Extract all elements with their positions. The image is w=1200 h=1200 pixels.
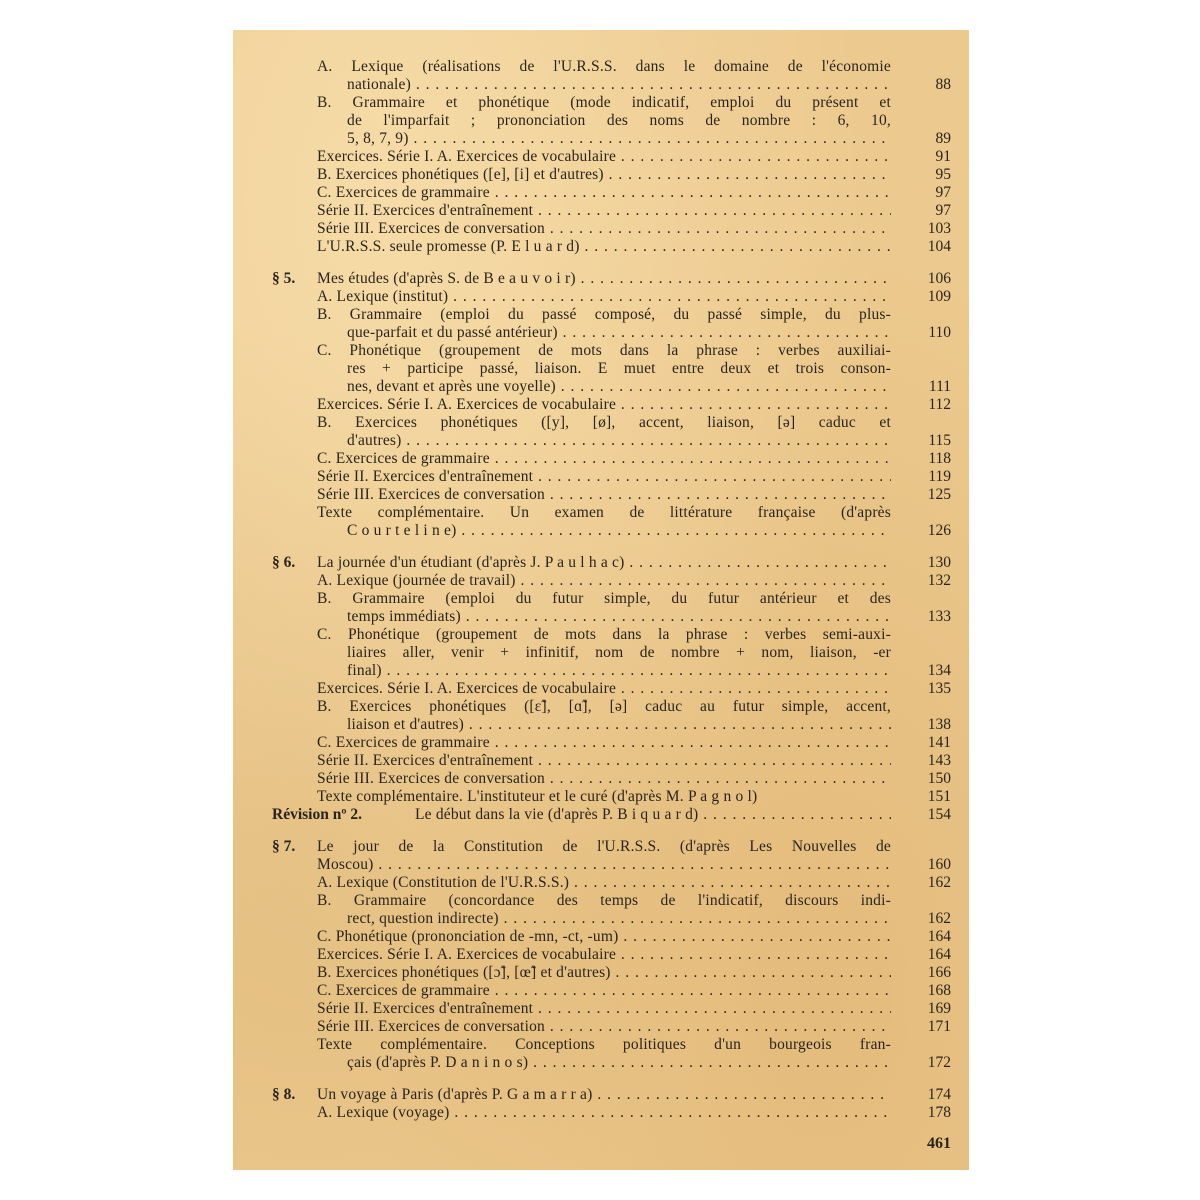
toc-entry [233, 94, 969, 112]
entry-text: A. Lexique (journée de travail) . . . [317, 572, 891, 590]
toc-entry [233, 928, 969, 946]
page-ref: 154 [927, 806, 951, 823]
page-ref: 88 [935, 76, 951, 93]
page-ref: 172 [927, 1054, 951, 1071]
section-number: Révision nº 2. [272, 806, 362, 823]
toc-entry [233, 1036, 969, 1054]
toc-entry [233, 554, 969, 572]
page-ref: 109 [927, 288, 951, 305]
entry-text: 5, 8, 7, 9) . . . [347, 130, 891, 148]
entry-text: Série II. Exercices d'entraînement . . . [317, 1000, 891, 1018]
page-ref: 171 [927, 1018, 951, 1035]
entry-text: B. Exercices phonétiques ([e], [i] et d'autres) . . . [317, 166, 891, 184]
page-ref: 141 [927, 734, 951, 751]
toc-entry [233, 572, 969, 590]
toc-entry [233, 306, 969, 324]
toc-entry [233, 270, 969, 288]
entry-text: B. Exercices phonétiques ([y], [ø], accent, liaison, [ə] caduc et [317, 414, 891, 431]
entry-text: B. Grammaire et phonétique (mode indicatif, emploi du présent et [317, 94, 891, 111]
entry-text: La journée d'un étudiant (d'après J. P a u l h a c) . . . [317, 554, 891, 572]
entry-text: C. Exercices de grammaire . . . [317, 734, 891, 752]
entry-text: A. Lexique (réalisations de l'U.R.S.S. dans le domaine de l'économie [317, 58, 891, 75]
entry-text: Exercices. Série I. A. Exercices de vocabulaire . . . [317, 680, 891, 698]
page-ref: 115 [928, 432, 951, 449]
entry-text: Série III. Exercices de conversation . . . [317, 770, 891, 788]
entry-text: res + participe passé, liaison. E muet entre deux et trois conson- [347, 360, 891, 377]
toc-entry [233, 752, 969, 770]
entry-text: Exercices. Série I. A. Exercices de vocabulaire . . . [317, 396, 891, 414]
entry-text: C. Exercices de grammaire . . . [317, 184, 891, 202]
toc-entry [233, 874, 969, 892]
page-ref: 118 [928, 450, 951, 467]
toc-entry [233, 360, 969, 378]
page-ref: 138 [927, 716, 951, 733]
entry-text: C. Phonétique (groupement de mots dans la phrase : verbes auxiliai- [317, 342, 891, 359]
page-ref: 89 [935, 130, 951, 147]
toc-entry [233, 504, 969, 522]
entry-text: que-parfait et du passé antérieur) . . . [347, 324, 891, 342]
toc-entry [233, 130, 969, 148]
page-ref: 126 [927, 522, 951, 539]
toc-entry [233, 716, 969, 734]
entry-text: rect, question indirecte) . . . [347, 910, 891, 928]
toc-entry [233, 148, 969, 166]
page-ref: 160 [927, 856, 951, 873]
entry-text: C. Exercices de grammaire . . . [317, 450, 891, 468]
page-ref: 97 [935, 184, 951, 201]
entry-text: Série II. Exercices d'entraînement . . . [317, 468, 891, 486]
entry-text: Texte complémentaire. Conceptions politiques d'un bourgeois fran- [317, 1036, 891, 1053]
entry-text: Le début dans la vie (d'après P. B i q u a r d) . . . [415, 806, 891, 824]
page-ref: 162 [927, 910, 951, 927]
entry-text: de l'imparfait ; prononciation des noms de nombre : 6, 10, [347, 112, 891, 129]
entry-text: Série III. Exercices de conversation . . . [317, 486, 891, 504]
page-ref: 169 [927, 1000, 951, 1017]
toc-entry [233, 734, 969, 752]
entry-text: nes, devant et après une voyelle) . . . [347, 378, 891, 396]
entry-text: B. Grammaire (emploi du passé composé, du passé simple, du plus- [317, 306, 891, 323]
entry-text: temps immédiats) . . . [347, 608, 891, 626]
entry-text: nationale) . . . [347, 76, 891, 94]
toc-entry [233, 324, 969, 342]
page-number: 461 [927, 1135, 951, 1152]
page-ref: 103 [927, 220, 951, 237]
entry-text: C. Exercices de grammaire . . . [317, 982, 891, 1000]
toc-entry [233, 770, 969, 788]
page-ref: 164 [927, 928, 951, 945]
page-ref: 130 [927, 554, 951, 571]
page-ref: 150 [927, 770, 951, 787]
page-ref: 133 [927, 608, 951, 625]
entry-text: Exercices. Série I. A. Exercices de vocabulaire . . . [317, 148, 891, 166]
toc-entry [233, 964, 969, 982]
toc-entry [233, 1086, 969, 1104]
toc-entry [233, 288, 969, 306]
entry-text: final) . . . [347, 662, 891, 680]
entry-text: L'U.R.S.S. seule promesse (P. E l u a r d) . . . [317, 238, 891, 256]
toc-entry [233, 432, 969, 450]
page-ref: 162 [927, 874, 951, 891]
page-ref: 174 [927, 1086, 951, 1103]
entry-text: Série II. Exercices d'entraînement . . . [317, 202, 891, 220]
entry-text: d'autres) . . . [347, 432, 891, 450]
page-ref: 111 [928, 378, 951, 395]
toc-entry [233, 76, 969, 94]
toc-entry [233, 590, 969, 608]
toc-entry [233, 946, 969, 964]
entry-text: B. Exercices phonétiques ([ɛ̃], [ɑ̃], [ə] caduc au futur simple, accent, [317, 698, 891, 715]
toc-entry [233, 414, 969, 432]
page-ref: 104 [927, 238, 951, 255]
entry-text: Mes études (d'après S. de B e a u v o i r) . . . [317, 270, 891, 288]
entry-text: Un voyage à Paris (d'après P. G a m a r r a) . . . [317, 1086, 891, 1104]
page-ref: 134 [927, 662, 951, 679]
entry-text: C o u r t e l i n e) . . . [347, 522, 891, 540]
entry-text: A. Lexique (Constitution de l'U.R.S.S.) . . . [317, 874, 891, 892]
page-ref: 168 [927, 982, 951, 999]
section-number: § 6. [272, 554, 296, 571]
toc-entry [233, 680, 969, 698]
page-ref: 119 [928, 468, 951, 485]
toc-entry [233, 910, 969, 928]
entry-text: Le jour de la Constitution de l'U.R.S.S. (d'après Les Nouvelles de [317, 838, 891, 855]
entry-text: Texte complémentaire. L'instituteur et le curé (d'après M. P a g n o l) [317, 788, 758, 805]
toc-entry [233, 58, 969, 76]
page-ref: 112 [928, 396, 951, 413]
page-ref: 95 [935, 166, 951, 183]
entry-text: B. Exercices phonétiques ([ɔ̃], [œ̃] et d'autres) . . . [317, 964, 891, 982]
toc-entry [233, 450, 969, 468]
entry-text: Série III. Exercices de conversation . . . [317, 220, 891, 238]
toc-entry [233, 468, 969, 486]
entry-text: B. Grammaire (concordance des temps de l'indicatif, discours indi- [317, 892, 891, 909]
page-ref: 110 [928, 324, 951, 341]
toc-entry [233, 184, 969, 202]
toc-entry [233, 982, 969, 1000]
section-number: § 5. [272, 270, 296, 287]
toc-entry [233, 202, 969, 220]
toc-entry [233, 626, 969, 644]
entry-text: A. Lexique (voyage) . . . [317, 1104, 891, 1122]
page-ref: 97 [935, 202, 951, 219]
page-ref: 91 [935, 148, 951, 165]
entry-text: Série III. Exercices de conversation . . . [317, 1018, 891, 1036]
toc-entry [233, 644, 969, 662]
page-ref: 132 [927, 572, 951, 589]
book-page [233, 30, 969, 1170]
page-ref: 164 [927, 946, 951, 963]
page-ref: 125 [927, 486, 951, 503]
section-number: § 8. [272, 1086, 296, 1103]
toc-entry [233, 1054, 969, 1072]
page-ref: 143 [927, 752, 951, 769]
toc-entry [233, 112, 969, 130]
toc-entry [233, 522, 969, 540]
section-number: § 7. [272, 838, 296, 855]
toc-entry [233, 238, 969, 256]
entry-text: A. Lexique (institut) . . . [317, 288, 891, 306]
toc-entry [233, 662, 969, 680]
toc-entry [233, 220, 969, 238]
entry-text: Exercices. Série I. A. Exercices de vocabulaire . . . [317, 946, 891, 964]
entry-text: B. Grammaire (emploi du futur simple, du futur antérieur et des [317, 590, 891, 607]
toc-entry [233, 1104, 969, 1122]
page-ref: 166 [927, 964, 951, 981]
toc-entry [233, 856, 969, 874]
toc-entry [233, 378, 969, 396]
toc-entry [233, 608, 969, 626]
toc-entry [233, 486, 969, 504]
toc-entry [233, 806, 969, 824]
entry-text: Texte complémentaire. Un examen de littérature française (d'après [317, 504, 891, 521]
toc-entry [233, 892, 969, 910]
table-of-contents [233, 30, 969, 1170]
toc-entry [233, 342, 969, 360]
page-ref: 178 [927, 1104, 951, 1121]
toc-entry [233, 396, 969, 414]
entry-text: C. Phonétique (groupement de mots dans la phrase : verbes semi-auxi- [317, 626, 891, 643]
toc-entry [233, 1000, 969, 1018]
entry-text: C. Phonétique (prononciation de -mn, -ct, -um) . . . [317, 928, 891, 946]
entry-text: liaires aller, venir + infinitif, nom de nombre + nom, liaison, -er [347, 644, 891, 661]
toc-entry [233, 166, 969, 184]
page-ref: 135 [927, 680, 951, 697]
entry-text: Moscou) . . . [317, 856, 891, 874]
entry-text: liaison et d'autres) . . . [347, 716, 891, 734]
entry-text: Série II. Exercices d'entraînement . . . [317, 752, 891, 770]
toc-entry [233, 838, 969, 856]
page-ref: 106 [927, 270, 951, 287]
toc-entry [233, 1018, 969, 1036]
page-ref: 151 [927, 788, 951, 805]
toc-entry [233, 698, 969, 716]
entry-text: çais (d'après P. D a n i n o s) . . . [347, 1054, 891, 1072]
toc-entry [233, 788, 969, 806]
